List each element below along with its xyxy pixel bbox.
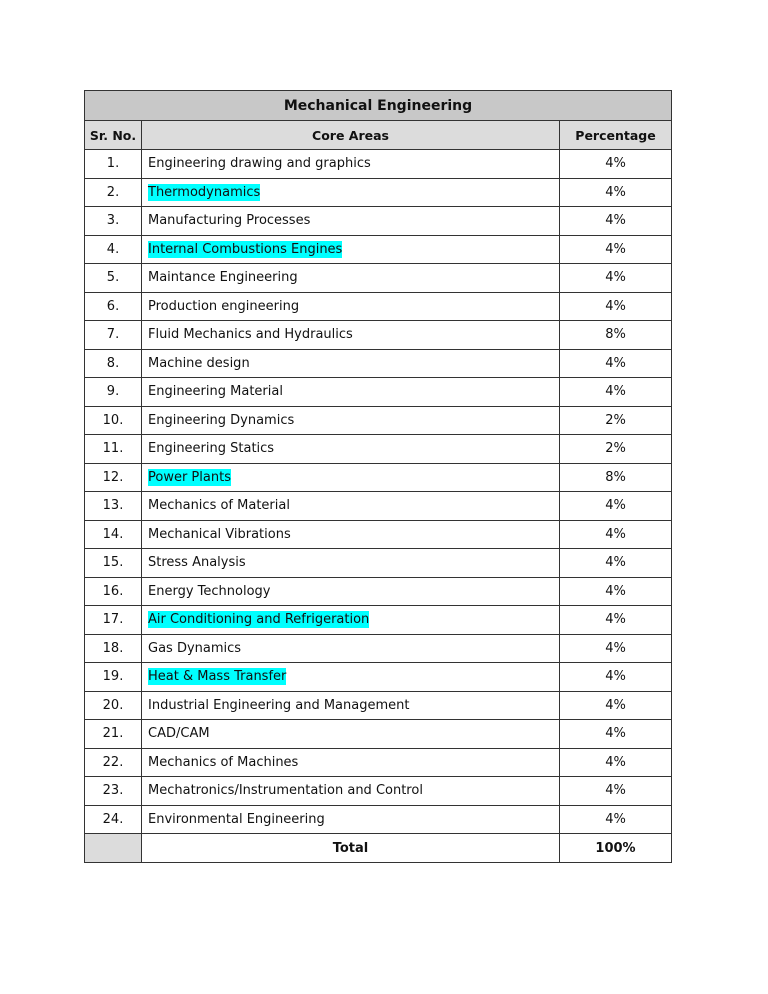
row-core-area-cell	[142, 777, 560, 806]
row-percentage: 4%	[560, 691, 672, 720]
table-title-row	[85, 91, 672, 121]
row-core-area: Mechanical Vibrations	[148, 526, 291, 542]
row-core-area-highlighted: Thermodynamics	[148, 184, 261, 200]
row-core-area-cell	[142, 349, 560, 378]
row-percentage: 4%	[560, 577, 672, 606]
row-sr-no: 20.	[85, 691, 142, 720]
table-row	[85, 463, 672, 492]
total-blank-cell	[85, 834, 142, 863]
row-sr-no: 7.	[85, 321, 142, 350]
table-row	[85, 720, 672, 749]
table-row	[85, 150, 672, 179]
row-sr-no: 4.	[85, 235, 142, 264]
table-row	[85, 349, 672, 378]
row-percentage: 4%	[560, 150, 672, 179]
header-percentage: Percentage	[560, 121, 672, 150]
row-sr-no: 22.	[85, 748, 142, 777]
total-row	[85, 834, 672, 863]
row-percentage: 4%	[560, 606, 672, 635]
row-core-area-cell	[142, 691, 560, 720]
row-core-area: Engineering Dynamics	[148, 412, 295, 428]
row-sr-no: 16.	[85, 577, 142, 606]
row-sr-no: 21.	[85, 720, 142, 749]
row-sr-no: 10.	[85, 406, 142, 435]
row-core-area: Maintance Engineering	[148, 270, 298, 286]
table-row	[85, 577, 672, 606]
table-header-row	[85, 121, 672, 150]
table-row	[85, 264, 672, 293]
table-row	[85, 691, 672, 720]
row-percentage: 4%	[560, 748, 672, 777]
row-core-area-highlighted: Air Conditioning and Refrigeration	[148, 612, 370, 628]
row-percentage: 4%	[560, 720, 672, 749]
table-row	[85, 549, 672, 578]
row-percentage: 4%	[560, 805, 672, 834]
row-sr-no: 11.	[85, 435, 142, 464]
row-core-area: CAD/CAM	[148, 726, 210, 742]
table-row	[85, 777, 672, 806]
row-percentage: 8%	[560, 321, 672, 350]
row-percentage: 8%	[560, 463, 672, 492]
row-core-area-cell	[142, 606, 560, 635]
row-core-area: Production engineering	[148, 298, 300, 314]
row-core-area-highlighted: Power Plants	[148, 469, 231, 485]
row-percentage: 4%	[560, 178, 672, 207]
row-percentage: 2%	[560, 435, 672, 464]
row-core-area: Manufacturing Processes	[148, 213, 311, 229]
table-row	[85, 321, 672, 350]
row-sr-no: 2.	[85, 178, 142, 207]
row-sr-no: 12.	[85, 463, 142, 492]
row-core-area-cell	[142, 463, 560, 492]
row-core-area-cell	[142, 264, 560, 293]
row-core-area: Engineering Material	[148, 384, 283, 400]
row-percentage: 4%	[560, 235, 672, 264]
row-percentage: 4%	[560, 292, 672, 321]
row-core-area-cell	[142, 748, 560, 777]
row-core-area: Mechanics of Material	[148, 498, 290, 514]
table-row	[85, 520, 672, 549]
row-percentage: 4%	[560, 777, 672, 806]
total-percentage: 100%	[560, 834, 672, 863]
row-percentage: 4%	[560, 492, 672, 521]
row-core-area-cell	[142, 178, 560, 207]
row-core-area: Gas Dynamics	[148, 640, 242, 656]
table-row	[85, 634, 672, 663]
row-core-area-cell	[142, 378, 560, 407]
header-sr-no: Sr. No.	[85, 121, 142, 150]
row-sr-no: 19.	[85, 663, 142, 692]
row-sr-no: 6.	[85, 292, 142, 321]
table-body	[85, 150, 672, 834]
row-core-area-cell	[142, 492, 560, 521]
row-percentage: 4%	[560, 520, 672, 549]
row-sr-no: 18.	[85, 634, 142, 663]
table-row	[85, 435, 672, 464]
row-core-area-cell	[142, 520, 560, 549]
row-sr-no: 14.	[85, 520, 142, 549]
row-core-area: Mechanics of Machines	[148, 754, 299, 770]
row-core-area-cell	[142, 321, 560, 350]
row-sr-no: 8.	[85, 349, 142, 378]
table-row	[85, 178, 672, 207]
row-percentage: 2%	[560, 406, 672, 435]
row-core-area-highlighted: Heat & Mass Transfer	[148, 669, 287, 685]
row-core-area-cell	[142, 207, 560, 236]
row-core-area: Machine design	[148, 355, 250, 371]
row-sr-no: 9.	[85, 378, 142, 407]
header-core-areas: Core Areas	[142, 121, 560, 150]
row-core-area: Industrial Engineering and Management	[148, 697, 410, 713]
row-percentage: 4%	[560, 207, 672, 236]
row-percentage: 4%	[560, 349, 672, 378]
table-row	[85, 235, 672, 264]
core-areas-table	[84, 90, 672, 863]
row-core-area-cell	[142, 406, 560, 435]
row-core-area-cell	[142, 663, 560, 692]
row-core-area-cell	[142, 435, 560, 464]
row-core-area-highlighted: Internal Combustions Engines	[148, 241, 343, 257]
row-core-area: Engineering Statics	[148, 441, 275, 457]
row-core-area: Engineering drawing and graphics	[148, 156, 371, 172]
table-row	[85, 207, 672, 236]
table-row	[85, 492, 672, 521]
table-row	[85, 805, 672, 834]
row-core-area: Fluid Mechanics and Hydraulics	[148, 327, 353, 343]
table-row	[85, 292, 672, 321]
row-sr-no: 17.	[85, 606, 142, 635]
row-sr-no: 1.	[85, 150, 142, 179]
row-core-area: Mechatronics/Instrumentation and Control	[148, 783, 423, 799]
row-core-area-cell	[142, 577, 560, 606]
row-core-area-cell	[142, 235, 560, 264]
row-percentage: 4%	[560, 634, 672, 663]
row-core-area-cell	[142, 805, 560, 834]
row-core-area-cell	[142, 549, 560, 578]
row-core-area-cell	[142, 634, 560, 663]
row-percentage: 4%	[560, 549, 672, 578]
table-row	[85, 606, 672, 635]
table-row	[85, 663, 672, 692]
row-percentage: 4%	[560, 663, 672, 692]
row-sr-no: 23.	[85, 777, 142, 806]
row-core-area-cell	[142, 292, 560, 321]
total-label: Total	[142, 834, 560, 863]
row-core-area: Stress Analysis	[148, 555, 246, 571]
table-row	[85, 378, 672, 407]
row-core-area: Energy Technology	[148, 583, 271, 599]
table-row	[85, 748, 672, 777]
table-row	[85, 406, 672, 435]
row-sr-no: 5.	[85, 264, 142, 293]
row-percentage: 4%	[560, 264, 672, 293]
row-core-area: Environmental Engineering	[148, 811, 325, 827]
row-percentage: 4%	[560, 378, 672, 407]
row-sr-no: 15.	[85, 549, 142, 578]
row-core-area-cell	[142, 150, 560, 179]
row-sr-no: 3.	[85, 207, 142, 236]
row-core-area-cell	[142, 720, 560, 749]
row-sr-no: 24.	[85, 805, 142, 834]
row-sr-no: 13.	[85, 492, 142, 521]
table-title: Mechanical Engineering	[85, 91, 672, 121]
